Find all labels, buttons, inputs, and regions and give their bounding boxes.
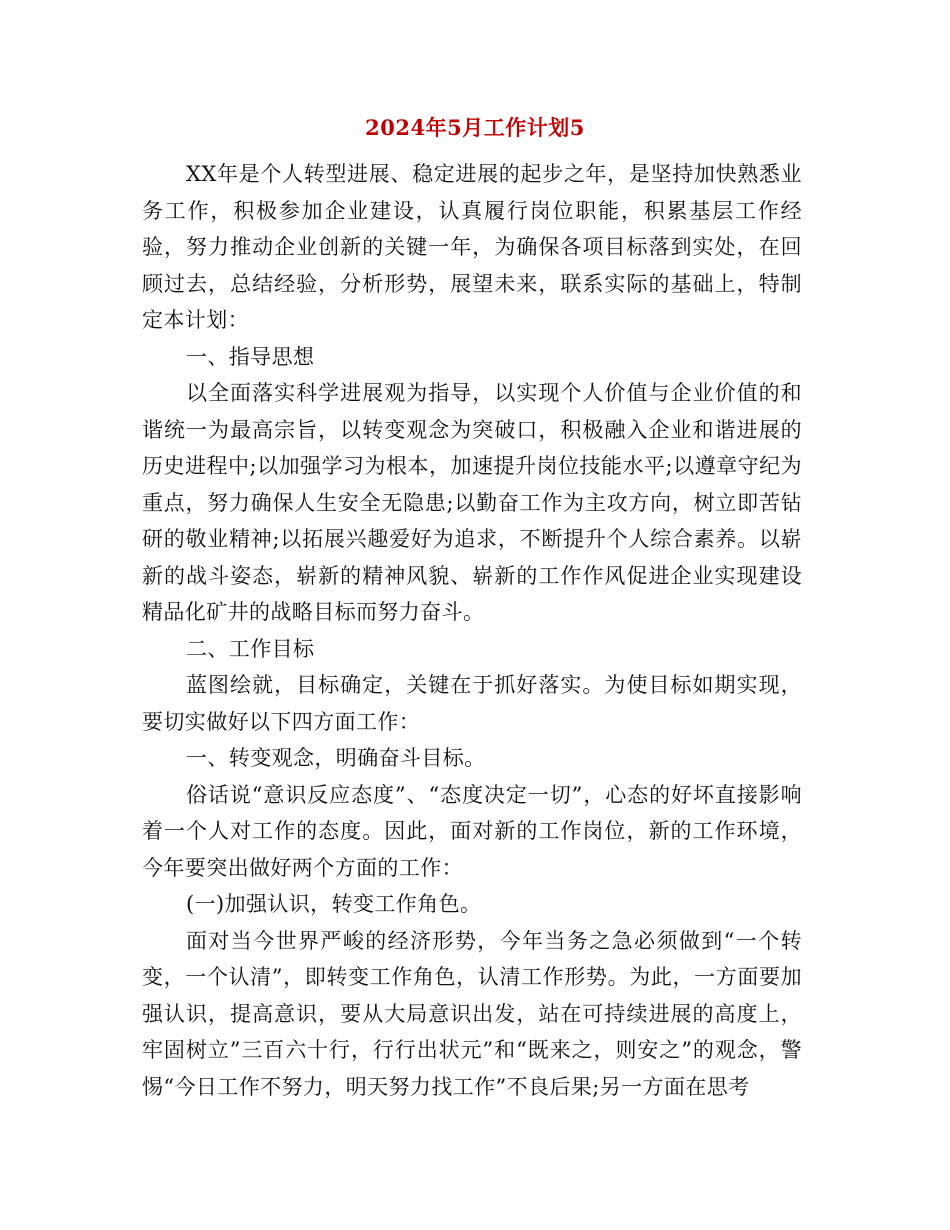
- paragraph-intro: XX年是个人转型进展、稳定进展的起步之年，是坚持加快熟悉业务工作，积极参加企业建设，认真履行岗位职能，积累基层工作经验，努力推动企业创新的关键一年，为确保各项目标落到实处，在回顾过去，总结经验，分析形势，展望未来，联系实际的基础上，特制定本计划：: [142, 162, 802, 332]
- paragraph-guiding-ideology: 以全面落实科学进展观为指导，以实现个人价值与企业价值的和谐统一为最高宗旨，以转变观念为突破口，积极融入企业和谐进展的历史进程中;以加强学习为根本，加速提升岗位技能水平;以遵章守纪为重点，努力确保人生安全无隐患;以勤奋工作为主攻方向，树立即苦钻研的敬业精神;以拓展兴趣爱好为追求，不断提升个人综合素养。以崭新的战斗姿态，崭新的精神风貌、崭新的工作作风促进企业实现建设精品化矿井的战略目标而努力奋斗。: [142, 381, 802, 624]
- document-title: 2024年5月工作计划5: [365, 115, 585, 140]
- heading-work-goals: 二、工作目标: [186, 636, 315, 661]
- subheading-strengthen-awareness: (一)加强认识，转变工作角色。: [186, 892, 482, 916]
- heading-change-concepts: 一、转变观念，明确奋斗目标。: [186, 746, 486, 770]
- paragraph-economic-situation: 面对当今世界严峻的经济形势，今年当务之急必须做到“一个转变，一个认清”，即转变工作角色，认清工作形势。为此，一方面要加强认识，提高意识，要从大局意识出发，站在可持续进展的高度上，牢固树立”三百六十行，行行出状元”和“既来之，则安之”的观念，警惕“今日工作不努力，明天努力找工作”不良后果;另一方面在思考: [142, 928, 802, 1099]
- document-body: [142, 156, 802, 1105]
- paragraph-work-goals: 蓝图绘就，目标确定，关键在于抓好落实。为使目标如期实现，要切实做好以下四方面工作：: [142, 673, 802, 734]
- paragraph-attitude: 俗话说“意识反应态度”、“态度决定一切”，心态的好坏直接影响着一个人对工作的态度。因此，面对新的工作岗位，新的工作环境，今年要突出做好两个方面的工作：: [142, 782, 802, 880]
- heading-guiding-ideology: 一、指导思想: [186, 344, 315, 369]
